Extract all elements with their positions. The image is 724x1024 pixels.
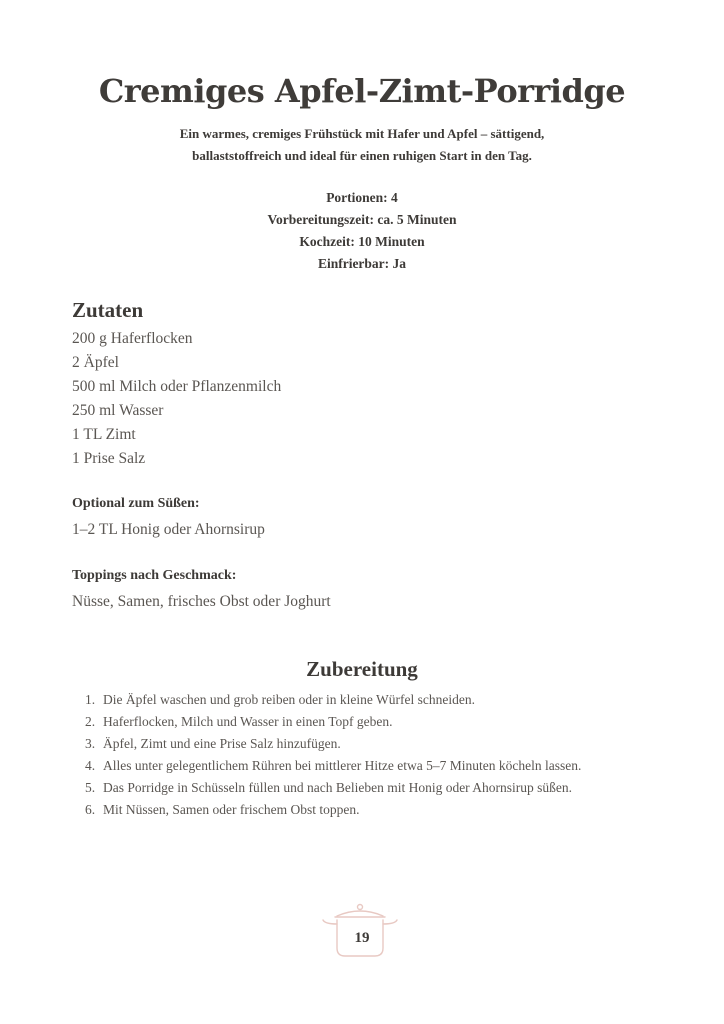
step-text: Haferflocken, Milch und Wasser in einen Topf geben. [103, 714, 393, 729]
ingredient-item: 250 ml Wasser [72, 402, 164, 419]
optional-sweetener-heading: Optional zum Süßen: [72, 496, 200, 511]
servings: Portionen: 4 [326, 190, 398, 205]
preparation-steps [85, 689, 582, 821]
ingredient-item: 500 ml Milch oder Pflanzenmilch [72, 378, 282, 395]
freezable: Einfrierbar: Ja [317, 256, 407, 271]
step-item [85, 733, 581, 755]
step-number: 6. [85, 802, 96, 817]
step-number: 3. [85, 736, 96, 751]
ingredient-item: 1 Prise Salz [72, 450, 146, 467]
step-number: 2. [85, 714, 96, 729]
recipe-meta [0, 187, 724, 275]
ingredient-item: 200 g Haferflocken [72, 330, 193, 347]
ingredient-item: 1 TL Zimt [72, 426, 136, 443]
step-number: 4. [85, 758, 96, 773]
description-line: Ein warmes, cremiges Frühstück mit Hafer und Apfel – sättigend, [179, 126, 545, 141]
recipe-description [0, 123, 724, 167]
step-item [85, 777, 581, 799]
ingredient-item: 2 Äpfel [72, 354, 119, 371]
ingredients-heading: Zutaten [72, 298, 144, 322]
page-number: 19 [354, 930, 370, 946]
step-item [85, 689, 581, 711]
toppings-heading: Toppings nach Geschmack: [72, 568, 237, 583]
step-text: Das Porridge in Schüsseln füllen und nach Belieben mit Honig oder Ahornsirup süßen. [103, 780, 573, 795]
cook-time: Kochzeit: 10 Minuten [299, 234, 425, 249]
ingredients-list [72, 327, 281, 471]
step-text: Die Äpfel waschen und grob reiben oder in kleine Würfel schneiden. [103, 692, 475, 707]
optional-sweetener-text: 1–2 TL Honig oder Ahornsirup [72, 521, 265, 538]
step-item [85, 711, 581, 733]
toppings-text: Nüsse, Samen, frisches Obst oder Joghurt [72, 593, 331, 610]
step-number: 5. [85, 780, 96, 795]
step-text: Mit Nüssen, Samen oder frischem Obst toppen. [103, 802, 360, 817]
preparation-heading: Zubereitung [306, 657, 418, 681]
description-line: ballaststoffreich und ideal für einen ruhigen Start in den Tag. [192, 148, 532, 163]
step-item [85, 755, 582, 777]
step-number: 1. [85, 692, 96, 707]
step-item [85, 799, 581, 821]
page-title: Cremiges Apfel-Zimt-Porridge [98, 72, 626, 110]
step-text: Alles unter gelegentlichem Rühren bei mittlerer Hitze etwa 5–7 Minuten köcheln lassen. [103, 758, 582, 773]
step-text: Äpfel, Zimt und eine Prise Salz hinzufügen. [103, 736, 341, 751]
prep-time: Vorbereitungszeit: ca. 5 Minuten [267, 212, 457, 227]
